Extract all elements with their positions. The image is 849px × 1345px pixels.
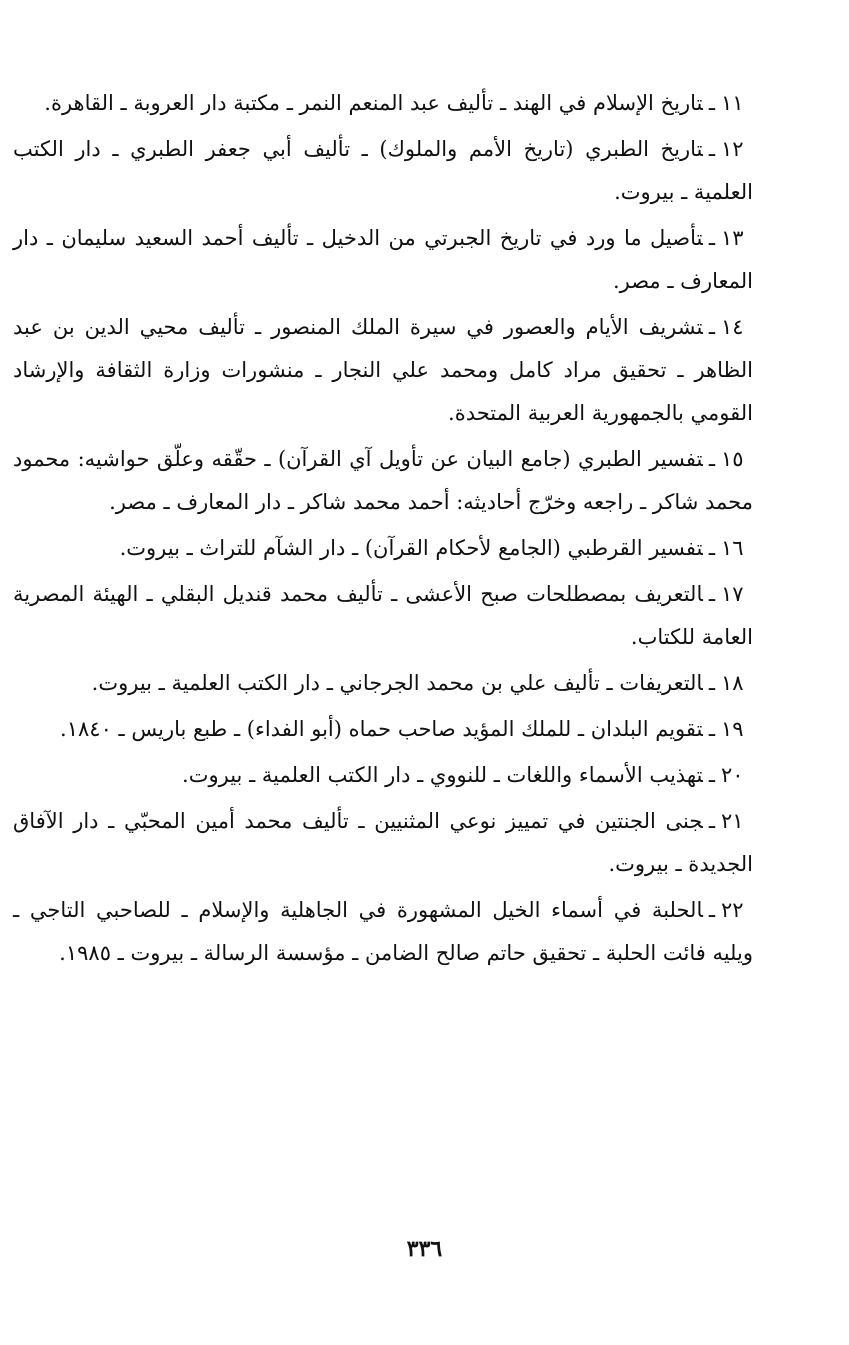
- entry-number: ١٩: [721, 717, 744, 741]
- bibliography-entry: [13, 128, 753, 214]
- entry-text: تأصيل ما ورد في تاريخ الجبرتي من الدخيل ـ تأليف أحمد السعيد سليمان ـ دار المعارف ـ مصر.: [13, 226, 753, 293]
- entry-text: الحلبة في أسماء الخيل المشهورة في الجاهلية والإسلام ـ للصاحبي التاجي ـ ويليه فائت الحلبة ـ تحقيق حاتم صالح الضامن ـ مؤسسة الرسالة ـ بيروت ـ ١٩٨٥.: [13, 898, 753, 965]
- entry-text: تشريف الأيام والعصور في سيرة الملك المنصور ـ تأليف محيي الدين بن عبد الظاهر ـ تحقيق مراد كامل ومحمد علي النجار ـ منشورات وزارة الثقافة والإرشاد القومي بالجمهورية العربية المتحدة.: [13, 315, 753, 425]
- entry-number: ١٧: [721, 582, 744, 606]
- entry-number: ١٤: [721, 315, 744, 339]
- bibliography-entry: [13, 82, 753, 125]
- entry-text: التعريفات ـ تأليف علي بن محمد الجرجاني ـ دار الكتب العلمية ـ بيروت.: [91, 671, 703, 695]
- entry-separator: ـ: [708, 763, 715, 787]
- bibliography-list: [13, 82, 753, 978]
- entry-number: ٢١: [721, 809, 744, 833]
- entry-text: تاريخ الإسلام في الهند ـ تأليف عبد المنعم النمر ـ مكتبة دار العروبة ـ القاهرة.: [44, 91, 703, 115]
- entry-number: ٢٢: [721, 898, 744, 922]
- entry-number: ١٥: [721, 447, 744, 471]
- entry-number: ١٣: [721, 226, 744, 250]
- entry-number: ١٨: [721, 671, 744, 695]
- entry-separator: ـ: [708, 898, 715, 922]
- bibliography-entry: [13, 662, 753, 705]
- entry-number: ١١: [721, 91, 744, 115]
- bibliography-entry: [13, 573, 753, 659]
- entry-separator: ـ: [708, 315, 715, 339]
- bibliography-entry: [13, 527, 753, 570]
- bibliography-entry: [13, 217, 753, 303]
- entry-number: ٢٠: [721, 763, 744, 787]
- bibliography-entry: [13, 438, 753, 524]
- entry-separator: ـ: [708, 582, 715, 606]
- entry-number: ١٢: [721, 137, 744, 161]
- entry-number: ١٦: [721, 536, 744, 560]
- entry-separator: ـ: [708, 447, 715, 471]
- entry-separator: ـ: [708, 717, 715, 741]
- entry-separator: ـ: [708, 226, 715, 250]
- entry-separator: ـ: [708, 91, 715, 115]
- entry-separator: ـ: [708, 671, 715, 695]
- entry-text: تقويم البلدان ـ للملك المؤيد صاحب حماه (أبو الفداء) ـ طبع باريس ـ ١٨٤٠.: [60, 717, 703, 741]
- page-number: ٣٣٦: [406, 1236, 443, 1262]
- entry-separator: ـ: [708, 137, 715, 161]
- bibliography-entry: [13, 754, 753, 797]
- entry-text: جنى الجنتين في تمييز نوعي المثنيين ـ تأليف محمد أمين المحبّي ـ دار الآفاق الجديدة ـ بيروت.: [13, 809, 753, 876]
- entry-text: تفسير الطبري (جامع البيان عن تأويل آي القرآن) ـ حقّقه وعلّق حواشيه: محمود محمد شاكر ـ راجعه وخرّج أحاديثه: أحمد محمد شاكر ـ دار المعارف ـ مصر.: [13, 447, 753, 514]
- entry-text: تاريخ الطبري (تاريخ الأمم والملوك) ـ تأليف أبي جعفر الطبري ـ دار الكتب العلمية ـ بيروت.: [13, 137, 753, 204]
- bibliography-entry: [13, 306, 753, 435]
- entry-text: التعريف بمصطلحات صبح الأعشى ـ تأليف محمد قنديل البقلي ـ الهيئة المصرية العامة للكتاب.: [13, 582, 753, 649]
- bibliography-entry: [13, 889, 753, 975]
- entry-separator: ـ: [708, 536, 715, 560]
- entry-text: تفسير القرطبي (الجامع لأحكام القرآن) ـ دار الشآم للتراث ـ بيروت.: [119, 536, 703, 560]
- bibliography-entry: [13, 800, 753, 886]
- entry-text: تهذيب الأسماء واللغات ـ للنووي ـ دار الكتب العلمية ـ بيروت.: [182, 763, 703, 787]
- entry-separator: ـ: [708, 809, 715, 833]
- bibliography-entry: [13, 708, 753, 751]
